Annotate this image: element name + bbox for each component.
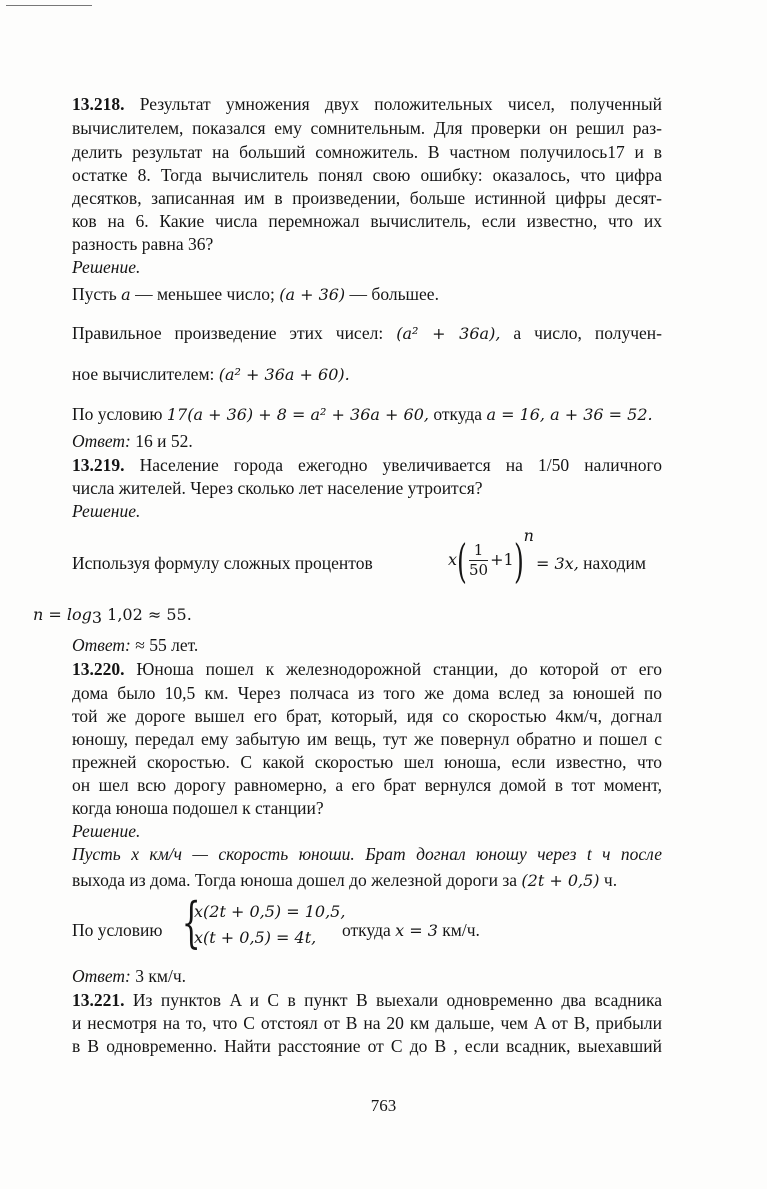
math: a [121, 285, 131, 304]
page-number: 763 [370, 1096, 397, 1115]
problem-13-220-line-5: прежней скоростью. С какой скоростью шел юноша, если известно, что [72, 752, 662, 772]
solution-13-220-step-3-result [342, 919, 480, 943]
solution-text: а число, получен- [500, 323, 662, 343]
fraction-numerator: 1 [469, 541, 488, 561]
math: a = 16, a + 36 = 52. [486, 405, 653, 424]
problem-13-221-line-1 [72, 989, 662, 1013]
solution-13-220-step-1: Пусть x км/ч — скорость юноши. Брат догнал юношу через t ч после [72, 844, 662, 864]
problem-13-220-line-6: он шел всю дорогу равномерно, а его брат вернулся домой в тот момент, [72, 775, 662, 795]
problem-13-220-line-4: юношу, передал ему забытую им вещь, тут же повернул обратно и пошел с [72, 729, 662, 749]
fraction [469, 541, 488, 580]
scan-artifact-line [6, 5, 92, 6]
equation-1: x(2t + 0,5) = 10,5, [194, 902, 346, 921]
answer-value: ≈ 55 лет. [130, 635, 199, 655]
problem-13-218-line-7: разность равна 36? [72, 234, 214, 254]
math: (a² + 36a), [396, 324, 501, 343]
math: = 3x, [536, 554, 579, 573]
problem-13-218-line-1 [72, 93, 662, 117]
problem-number: 13.221. [72, 990, 125, 1010]
answer-13-220 [72, 965, 186, 989]
solution-text: ч. [599, 870, 618, 890]
solution-label: Решение. [72, 821, 141, 841]
math: 1,02 ≈ 55. [102, 605, 192, 624]
solution-13-219-step-1-rhs [536, 552, 646, 576]
answer-13-218 [72, 430, 193, 454]
answer-value: 16 и 52. [130, 431, 193, 451]
solution-text: По условию [72, 404, 167, 424]
solution-text: — меньшее число; [130, 284, 280, 304]
problem-13-218-line-2: вычислителем, показался ему сомнительным. Для проверки он решил раз- [72, 118, 662, 138]
solution-text: Правильное произведение этих чисел: [72, 323, 397, 343]
solution-text: Пусть [72, 284, 122, 304]
solution-13-218-step-2 [72, 322, 662, 346]
problem-number: 13.220. [72, 659, 125, 679]
math: (a² + 36a + 60). [218, 365, 350, 384]
paren-left: ( [457, 533, 467, 588]
problem-13-220-line-3: той же дороге вышел его брат, который, идя со скоростью 4км/ч, догнал [72, 706, 662, 726]
solution-text: откуда [342, 920, 396, 940]
answer-label: Ответ: [72, 635, 131, 655]
math: +1 [490, 550, 514, 569]
solution-13-220-step-3-label: По условию [72, 920, 163, 940]
answer-13-219 [72, 634, 198, 658]
solution-label: Решение. [72, 257, 141, 277]
answer-value: 3 км/ч. [130, 966, 186, 986]
solution-13-218-step-4 [72, 403, 653, 427]
problem-text: Юноша пошел к железнодорожной станции, до которой от его [124, 659, 662, 679]
equation-2: x(t + 0,5) = 4t, [194, 928, 317, 947]
brace-icon: { [181, 891, 201, 954]
solution-text: выхода из дома. Тогда юноша дошел до железной дороги за [72, 870, 522, 890]
problem-text: Из пунктов A и C в пункт B выехали одновременно два всадника [124, 990, 662, 1010]
solution-label: Решение. [72, 501, 141, 521]
solution-text: км/ч. [437, 920, 480, 940]
problem-13-218-line-6: ков на 6. Какие числа перемножал вычислитель, если известно, что их [72, 211, 662, 231]
math: 17(a + 36) + 8 = a² + 36a + 60, [166, 405, 429, 424]
exponent: n [523, 526, 534, 545]
math: (a + 36) [279, 285, 346, 304]
compound-interest-formula [448, 526, 534, 588]
problem-number: 13.219. [72, 455, 125, 475]
problem-number: 13.218. [72, 94, 125, 114]
problem-13-220-line-1 [72, 658, 662, 682]
problem-text: Результат умножения двух положительных чисел, полученный [124, 94, 662, 114]
paren-right: ) [513, 533, 524, 588]
fraction-denominator: 50 [468, 561, 489, 580]
problem-13-219-line-2: числа жителей. Через сколько лет население утроится? [72, 478, 483, 498]
problem-13-220-line-2: дома было 10,5 км. Через полчаса из того же дома вслед за юношей по [72, 683, 662, 703]
answer-label: Ответ: [72, 431, 131, 451]
equation-system [180, 891, 346, 954]
solution-13-220-step-2 [72, 869, 617, 893]
math: x [448, 550, 458, 569]
math: n = log [33, 605, 92, 624]
problem-13-220-line-7: когда юноша подошел к станции? [72, 798, 324, 818]
solution-text: — большее. [345, 284, 439, 304]
solution-text: откуда [428, 404, 487, 424]
solution-13-218-step-1 [72, 283, 439, 307]
solution-13-219-step-2 [33, 603, 192, 627]
problem-13-221-line-3: в B одновременно. Найти расстояние от C до B , если всадник, выехавший [72, 1036, 662, 1056]
problem-13-221-line-2: и несмотря на то, что C отстоял от B на 20 км дальше, чем A от B, прибыли [72, 1013, 662, 1033]
math: x = 3 [395, 921, 438, 940]
problem-13-218-line-3: делить результат на больший сомножитель. В частном получилось17 и в [72, 142, 662, 162]
problem-text: Население города ежегодно увеличивается на 1/50 наличного [124, 455, 662, 475]
problem-13-218-line-4: остатке 8. Тогда вычислитель понял свою ошибку: оказалось, что цифра [72, 165, 662, 185]
solution-13-219-step-1-text: Используя формулу сложных процентов [72, 553, 373, 573]
answer-label: Ответ: [72, 966, 131, 986]
problem-13-218-line-5: десятков, записанная им в произведении, больше истинной цифры десят- [72, 188, 662, 208]
math-subscript: 3 [91, 608, 103, 627]
math: (2t + 0,5) [521, 871, 600, 890]
solution-text: ное вычислителем: [72, 364, 219, 384]
problem-13-219-line-1 [72, 454, 662, 478]
solution-13-218-step-3 [72, 363, 350, 387]
solution-text: находим [578, 553, 646, 573]
